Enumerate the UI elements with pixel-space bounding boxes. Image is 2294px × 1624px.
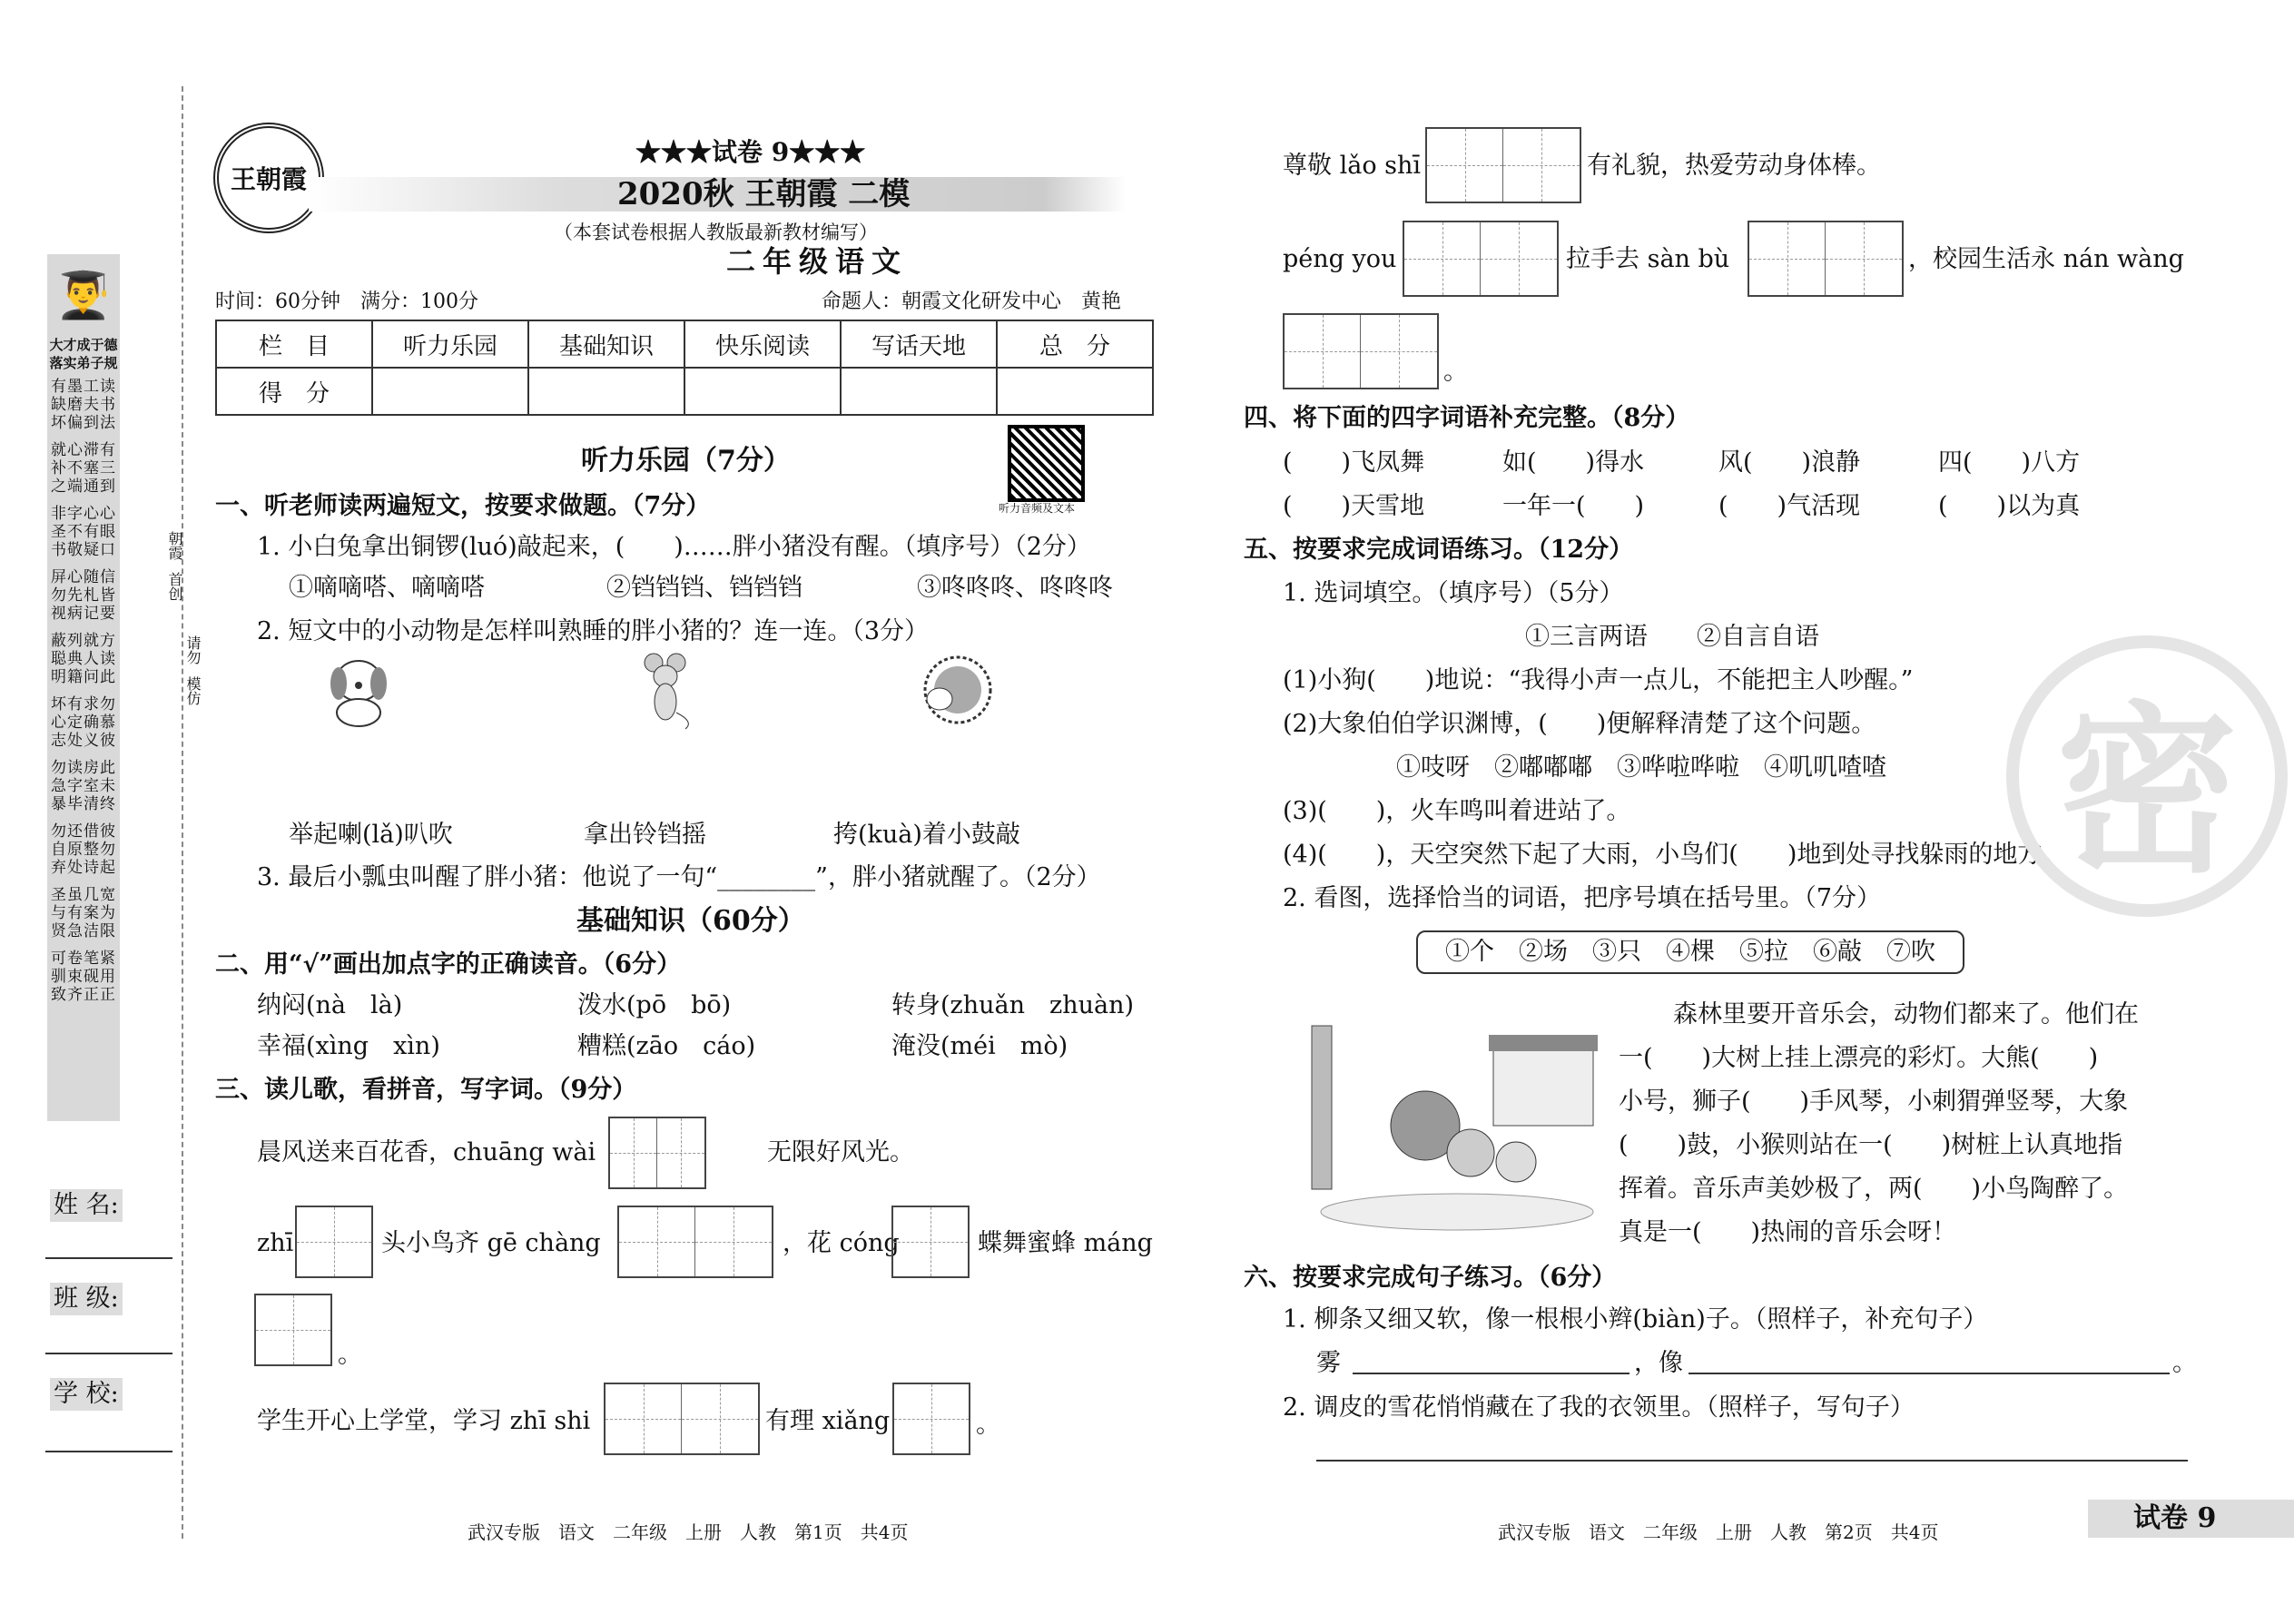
q6-1-blank-2[interactable]	[1689, 1373, 2170, 1374]
sidebar-poem-row: 弃处诗起	[51, 859, 116, 877]
score-header: 听力乐园	[372, 320, 528, 368]
score-cell[interactable]	[841, 368, 997, 415]
sidebar-poem-row: 自原整勿	[51, 841, 116, 859]
passage-line: 一( )大树上挂上漂亮的彩灯。大熊( )	[1619, 1044, 2099, 1072]
q5-1-s3: (3)( )，火车鸣叫着进站了。	[1283, 797, 1631, 825]
binding-mark-3: 请勿	[184, 635, 202, 664]
class-label: 班 级:	[50, 1283, 123, 1315]
q5-1-s2: (2)大象伯伯学识渊博，( )便解释清楚了这个问题。	[1283, 710, 1876, 738]
q2-item: 转身(zhuǎn zhuàn)	[891, 991, 1135, 1019]
q3-line4-a: 学生开心上学堂，学习 zhī shi	[257, 1407, 591, 1435]
dog-illustration	[322, 649, 395, 731]
writing-grid-xiang[interactable]	[892, 1383, 970, 1455]
q3-line2-c: ，花 cóng	[783, 1229, 900, 1257]
scholar-portrait: 👨‍🎓	[54, 268, 113, 321]
q3-title: 三、读儿歌，看拼音，写字词。（9分）	[215, 1076, 637, 1104]
r1-b: 有礼貌，热爱劳动身体棒。	[1587, 152, 1881, 180]
q5-1-opts: ①三言两语 ②自言自语	[1525, 623, 1819, 651]
q6-1-blank-1[interactable]	[1353, 1373, 1629, 1374]
sidebar-poem-row: 缺磨夫书	[51, 396, 116, 414]
q3-line2-d: 蝶舞蜜蜂 máng	[978, 1229, 1153, 1257]
q5-1: 1. 选词填空。（填序号）（5分）	[1283, 579, 1624, 607]
score-header: 总 分	[997, 320, 1153, 368]
right-footer: 武汉专版 语文 二年级 上册 人教 第2页 共4页	[1498, 1521, 1939, 1543]
score-table	[215, 320, 1154, 416]
q6-1-b: ，像	[1634, 1349, 1683, 1377]
sidebar-motto: 大才成于德 落实弟子规	[49, 337, 118, 371]
q6-1-c: 。	[2172, 1349, 2197, 1377]
name-field[interactable]	[45, 1257, 172, 1259]
q4-item: ( )以为真	[1938, 492, 2081, 520]
r1-a: 尊敬 lǎo shī	[1283, 152, 1422, 180]
q6-1: 1. 柳条又细又软，像一根根小辫(biàn)子。（照样子，补充句子）	[1283, 1305, 1988, 1334]
q2-item: 幸福(xìng xìn)	[257, 1032, 440, 1060]
corner-tag: 试卷 9	[2133, 1502, 2217, 1534]
score-cell[interactable]	[372, 368, 528, 415]
action-horn: 举起喇(lǎ)叭吹	[289, 821, 453, 849]
score-header: 快乐阅读	[684, 320, 841, 368]
q4-item: 一年一( )	[1502, 492, 1645, 520]
writing-grid-cong[interactable]	[891, 1206, 970, 1278]
mouse-illustration	[635, 649, 699, 731]
q4-title: 四、将下面的四字词语补充完整。（8分）	[1244, 404, 1690, 432]
score-row-label: 得 分	[216, 368, 372, 415]
sidebar-poem-row: 有墨工读	[51, 378, 116, 396]
sidebar-poem-row: 圣不有眼	[51, 523, 116, 541]
score-cell[interactable]	[997, 368, 1153, 415]
score-header: 写话天地	[841, 320, 997, 368]
q2-item: 糟糕(zāo cáo)	[577, 1032, 756, 1060]
qr-caption: 听力音频及文本	[999, 502, 1076, 515]
q6-2-answer-line[interactable]	[1316, 1460, 2188, 1462]
q2-item: 淹没(méi mò)	[891, 1032, 1068, 1060]
passage-line: 挥着。音乐声美妙极了，两( )小鸟陶醉了。	[1619, 1175, 2129, 1203]
brand-logo-text: 王朝霞	[230, 164, 307, 194]
q1-title: 一、听老师读两遍短文，按要求做题。（7分）	[215, 492, 711, 520]
listening-section-title: 听力乐园（7分）	[581, 445, 791, 477]
secret-seal	[2006, 635, 2288, 917]
sidebar-poem-row: 贤急洁限	[51, 922, 116, 940]
qr-code[interactable]	[1008, 425, 1085, 502]
sidebar-poem-row: 心定确慕	[51, 714, 116, 732]
passage-line: ( )鼓，小猴则站在一( )树桩上认真地指	[1619, 1131, 2123, 1159]
sidebar-poem-row: 明籍问此	[51, 668, 116, 686]
writing-grid-sanbu[interactable]	[1748, 221, 1904, 297]
sidebar-motto-panel	[47, 254, 120, 1121]
q6-2: 2. 调皮的雪花悄悄藏在了我的衣领里。（照样子，写句子）	[1283, 1393, 1915, 1422]
secret-seal-char: 密	[2055, 684, 2238, 898]
passage-line: 小号，狮子( )手风琴，小刺猬弹竖琴，大象	[1619, 1088, 2129, 1116]
q3-line1-a: 晨风送来百花香，chuāng wài	[257, 1138, 596, 1166]
q5-1-opts2: ①吱呀 ②嘟嘟嘟 ③哗啦哗啦 ④叽叽喳喳	[1396, 753, 1886, 782]
writing-grid-zhi[interactable]	[295, 1206, 373, 1278]
passage-line: 真是一( )热闹的音乐会呀！	[1619, 1218, 1957, 1246]
sidebar-poem-row: 致齐正正	[51, 986, 116, 1004]
q1-1: 1. 小白兔拿出铜锣(luó)敲起来，( )……胖小猪没有醒。（填序号）（2分）	[257, 533, 1091, 561]
sidebar-poem-row: 补不塞三	[51, 459, 116, 477]
q3-line4-b: 有理 xiǎng	[765, 1407, 891, 1435]
score-cell[interactable]	[528, 368, 684, 415]
r3-end: 。	[1443, 358, 1468, 386]
passage-line: 森林里要开音乐会，动物们都来了。他们在	[1673, 1000, 2139, 1029]
school-label: 学 校:	[50, 1378, 123, 1411]
q5-1-s4: (4)( )，天空突然下起了大雨，小鸟们( )地到处寻找躲雨的地方。	[1283, 841, 2067, 869]
writing-grid-zhishi[interactable]	[604, 1383, 760, 1455]
writing-grid-nanwang[interactable]	[1283, 313, 1439, 389]
q5-2: 2. 看图，选择恰当的词语，把序号填在括号里。（7分）	[1283, 884, 1882, 912]
writing-grid-gechang[interactable]	[617, 1206, 773, 1278]
school-field[interactable]	[45, 1451, 172, 1452]
sidebar-poem-row: 暴毕清终	[51, 795, 116, 813]
time-info: 时间：60分钟 满分：100分	[215, 290, 478, 313]
q1-1-opt-b: ②铛铛铛、铛铛铛	[606, 574, 802, 602]
author-info: 命题人：朝霞文化研发中心 黄艳	[822, 290, 1122, 313]
subject-title: 二年级语文	[726, 244, 909, 279]
writing-grid-mang[interactable]	[254, 1294, 332, 1366]
hedgehog-illustration	[912, 649, 999, 731]
sidebar-poem-row: 蔽列就方	[51, 632, 116, 650]
score-header: 基础知识	[528, 320, 684, 368]
q3-line4-c: 。	[976, 1411, 1000, 1439]
q4-item: ( )飞凤舞	[1283, 448, 1425, 477]
binding-mark-1: 朝霞	[166, 531, 183, 560]
r2-b: 拉手去 sàn bù	[1566, 245, 1730, 273]
sidebar-poem-row: 与有案为	[51, 904, 116, 922]
binding-mark-4: 模仿	[184, 676, 202, 705]
q2-item: 泼水(pō bō)	[577, 991, 732, 1019]
brand-logo	[213, 123, 324, 233]
sidebar-poem-row: 驯束砚用	[51, 968, 116, 986]
sidebar-poem-row: 坏有求勿	[51, 695, 116, 714]
binding-line	[182, 86, 183, 1539]
sidebar-poem-row: 志处义彼	[51, 732, 116, 750]
q1-1-opt-c: ③咚咚咚、咚咚咚	[917, 574, 1113, 602]
q1-1-opt-a: ①嘀嘀嗒、嘀嘀嗒	[289, 574, 485, 602]
q5-1-s1: (1)小狗( )地说：“我得小声一点儿，不能把主人吵醒。”	[1283, 666, 1914, 694]
basic-section-title: 基础知识（60分）	[576, 905, 805, 937]
sidebar-poem-row: 圣虽几宽	[51, 886, 116, 904]
score-cell[interactable]	[684, 368, 841, 415]
q3-line2-a: zhī	[257, 1229, 294, 1257]
sidebar-poem-row: 急字室未	[51, 777, 116, 795]
binding-mark-2: 首创	[166, 572, 183, 601]
action-drum: 挎(kuà)着小鼓敲	[833, 821, 1020, 849]
edition-note: （本套试卷根据人教版最新教材编写）	[554, 221, 878, 243]
sidebar-poem-row: 书敬疑口	[51, 541, 116, 559]
r2-a: péng you	[1283, 245, 1397, 273]
series-tag: ★★★试卷 9★★★	[635, 137, 866, 167]
q5-2-opts-box: ①个 ②场 ③只 ④棵 ⑤拉 ⑥敲 ⑦吹	[1416, 930, 1964, 974]
q4-item: ( )气活现	[1718, 492, 1861, 520]
writing-grid-laoshi[interactable]	[1425, 127, 1581, 203]
sidebar-poem-row: 勿还借彼	[51, 822, 116, 841]
q4-item: 风( )浪静	[1718, 448, 1861, 477]
q1-3: 3. 最后小瓢虫叫醒了胖小猪：他说了一句“________”，胖小猪就醒了。（2分）	[257, 863, 1101, 891]
sidebar-poems	[47, 378, 120, 1004]
q3-line3-end: 。	[338, 1341, 362, 1369]
sidebar-poem-row: 坏偏到法	[51, 414, 116, 432]
concert-illustration	[1303, 1008, 1611, 1235]
r2-c: ，校园生活永 nán wàng	[1908, 245, 2184, 273]
sidebar-poem-row: 非字心心	[51, 505, 116, 523]
q5-title: 五、按要求完成词语练习。（12分）	[1244, 536, 1634, 564]
action-bell: 拿出铃铛摇	[584, 821, 706, 849]
left-footer: 武汉专版 语文 二年级 上册 人教 第1页 共4页	[468, 1521, 909, 1543]
q4-item: 四( )八方	[1938, 448, 2081, 477]
sidebar-poem-row: 视病记要	[51, 605, 116, 623]
exam-title: 2020秋 王朝霞 二模	[617, 176, 911, 212]
q3-line2-b: 头小鸟齐 gē chàng	[381, 1229, 601, 1257]
sidebar-poem-row: 勿读房此	[51, 759, 116, 777]
class-field[interactable]	[45, 1353, 172, 1354]
sidebar-poem-row: 屏心随信	[51, 568, 116, 586]
q4-item: ( )天雪地	[1283, 492, 1425, 520]
writing-grid-chuangwai[interactable]	[608, 1117, 706, 1189]
name-label: 姓 名:	[50, 1189, 123, 1222]
q3-line1-b: 无限好风光。	[767, 1138, 914, 1166]
q2-title: 二、用“√”画出加点字的正确读音。（6分）	[215, 950, 682, 979]
writing-grid-pengyou[interactable]	[1403, 221, 1559, 297]
q2-item: 纳闷(nà là)	[257, 991, 403, 1019]
sidebar-poem-row: 可卷笔紧	[51, 950, 116, 968]
sidebar-poem-row: 勿先札皆	[51, 586, 116, 605]
sidebar-poem-row: 之端通到	[51, 477, 116, 496]
q6-title: 六、按要求完成句子练习。（6分）	[1244, 1264, 1617, 1292]
q6-1-a: 雾	[1316, 1349, 1341, 1377]
q4-item: 如( )得水	[1502, 448, 1645, 477]
sidebar-poem-row: 就心滞有	[51, 441, 116, 459]
score-header: 栏 目	[216, 320, 372, 368]
q1-2: 2. 短文中的小动物是怎样叫熟睡的胖小猪的？连一连。（3分）	[257, 617, 930, 645]
sidebar-poem-row: 聪典人读	[51, 650, 116, 668]
